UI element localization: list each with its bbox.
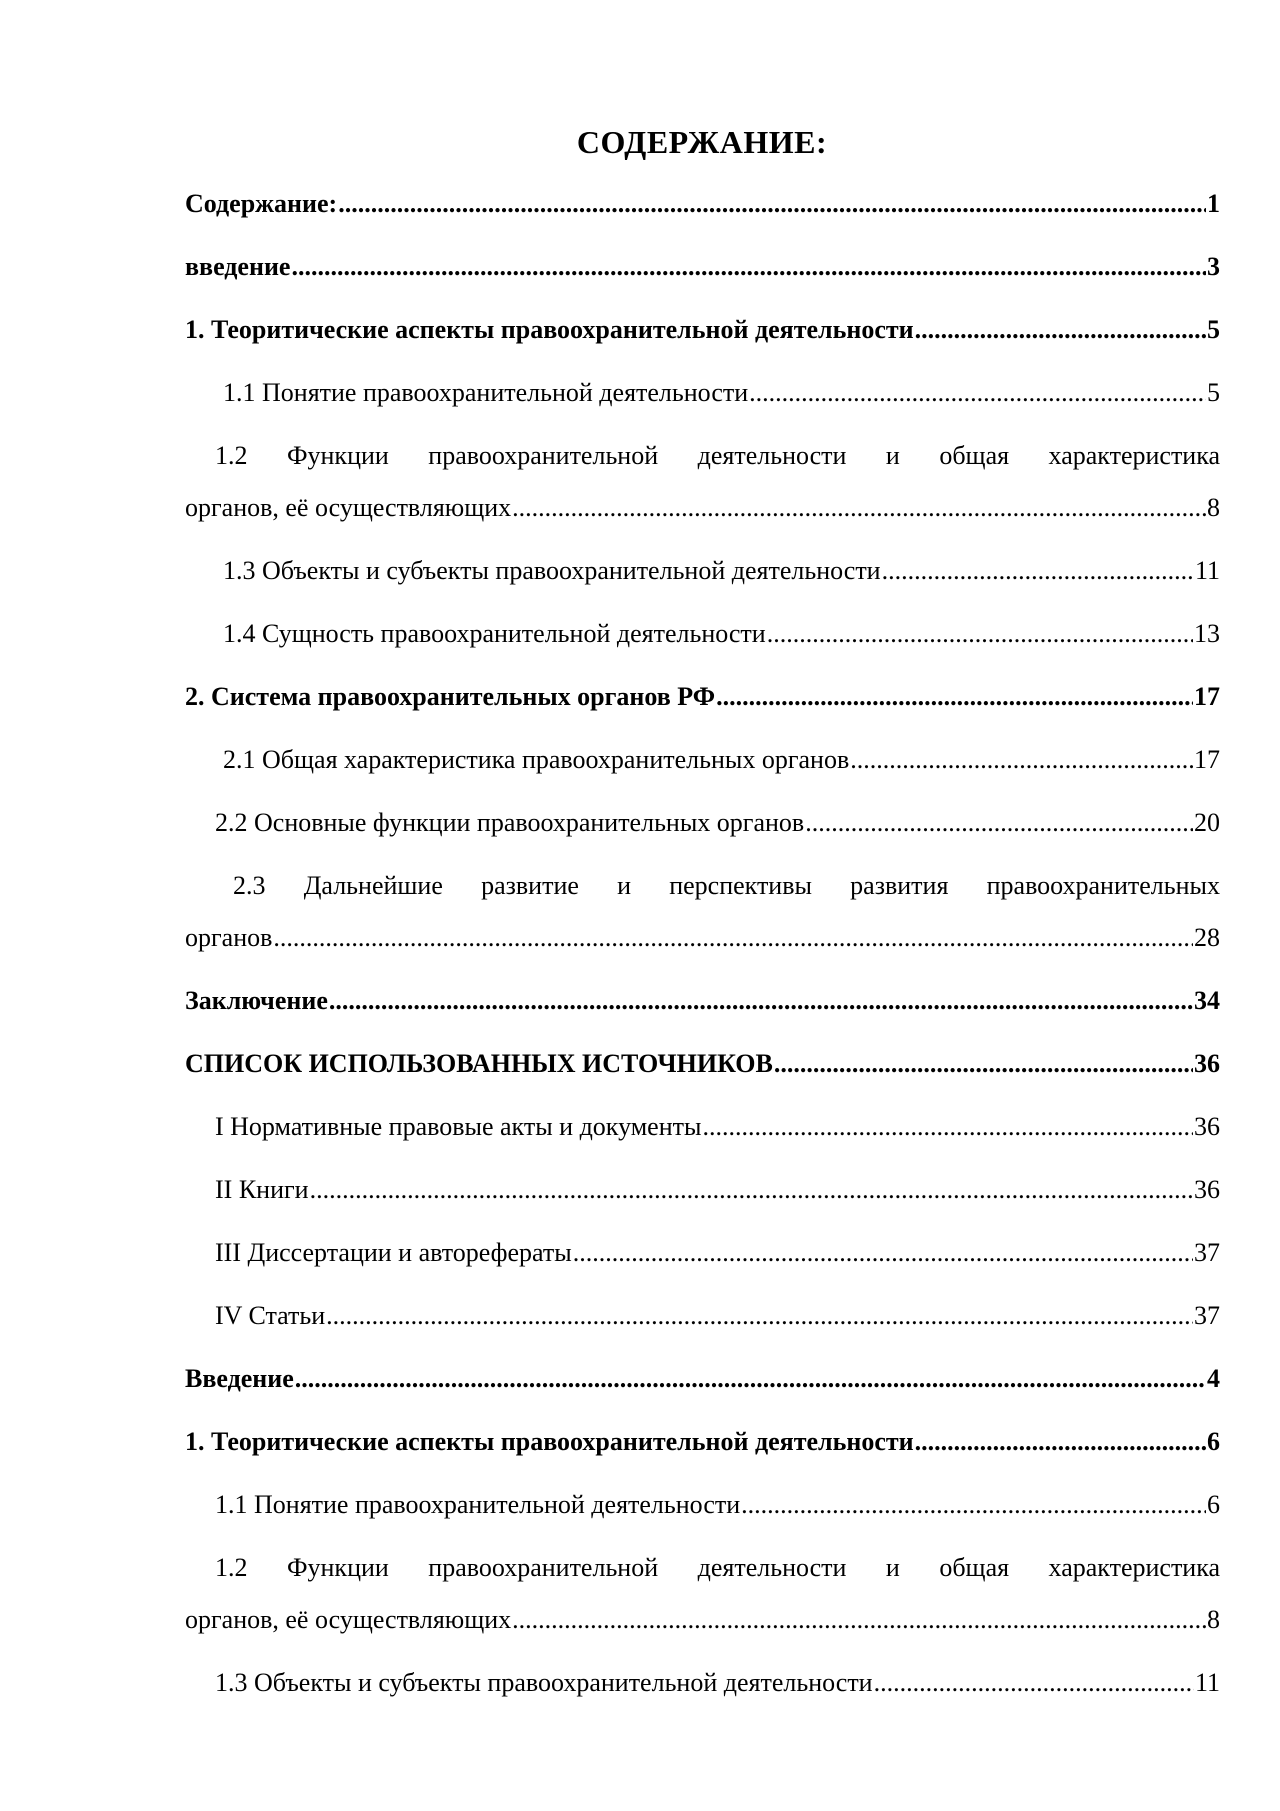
toc-page-number: 6 bbox=[1207, 1427, 1220, 1456]
toc-entry[interactable] bbox=[185, 367, 1220, 419]
toc-entry[interactable] bbox=[185, 1657, 1220, 1709]
page-title: СОДЕРЖАНИЕ: bbox=[576, 124, 828, 160]
toc-entry[interactable] bbox=[185, 1290, 1220, 1342]
leader-dots bbox=[774, 1038, 1193, 1090]
toc-entry[interactable] bbox=[185, 608, 1220, 660]
toc-entry[interactable] bbox=[185, 860, 1220, 964]
toc-entry[interactable] bbox=[185, 797, 1220, 849]
leader-dots bbox=[882, 545, 1194, 597]
leader-dots bbox=[326, 1290, 1193, 1342]
leader-dots bbox=[767, 608, 1193, 660]
leader-dots bbox=[749, 367, 1206, 419]
toc-entry[interactable] bbox=[185, 1164, 1220, 1216]
leader-dots bbox=[329, 975, 1193, 1027]
toc-entry-text: Введение bbox=[185, 1364, 294, 1393]
toc-entry-text: 1.3 Объекты и субъекты правоохранительной деятельности bbox=[215, 1668, 873, 1697]
toc-entry[interactable] bbox=[185, 975, 1220, 1027]
toc-page-number: 28 bbox=[1194, 923, 1220, 952]
toc-page-number: 5 bbox=[1207, 378, 1220, 407]
toc-entry-text: 2.1 Общая характеристика правоохранительных органов bbox=[223, 745, 850, 774]
leader-dots bbox=[291, 241, 1206, 293]
leader-dots bbox=[273, 912, 1193, 964]
toc-entry-text-first-line: 1.2 Функции правоохранительной деятельности и общая характеристика bbox=[215, 441, 1220, 470]
table-of-contents bbox=[185, 178, 1220, 1720]
toc-entry-text: 1.3 Объекты и субъекты правоохранительной деятельности bbox=[223, 556, 881, 585]
toc-entry[interactable] bbox=[185, 1479, 1220, 1531]
leader-dots bbox=[850, 734, 1193, 786]
toc-entry-text: Заключение bbox=[185, 986, 328, 1015]
toc-entry[interactable] bbox=[185, 430, 1220, 534]
toc-page-number: 17 bbox=[1194, 745, 1220, 774]
toc-page-number: 1 bbox=[1207, 189, 1220, 218]
toc-page-number: 8 bbox=[1207, 1605, 1220, 1634]
leader-dots bbox=[512, 482, 1206, 534]
toc-entry-text: 2.2 Основные функции правоохранительных органов bbox=[215, 808, 805, 837]
toc-entry-text-first-line: 1.2 Функции правоохранительной деятельности и общая характеристика bbox=[215, 1553, 1220, 1582]
toc-entry-text: I Нормативные правовые акты и документы bbox=[215, 1112, 702, 1141]
leader-dots bbox=[573, 1227, 1193, 1279]
toc-entry-text: СПИСОК ИСПОЛЬЗОВАННЫХ ИСТОЧНИКОВ bbox=[185, 1049, 773, 1078]
toc-entry-text: III Диссертации и авторефераты bbox=[215, 1238, 572, 1267]
leader-dots bbox=[295, 1353, 1206, 1405]
toc-entry-text: органов, её осуществляющих bbox=[185, 493, 512, 522]
toc-entry[interactable] bbox=[185, 545, 1220, 597]
leader-dots bbox=[741, 1479, 1206, 1531]
toc-page-number: 5 bbox=[1207, 315, 1220, 344]
toc-entry-text: 2. Система правоохранительных органов РФ bbox=[185, 682, 716, 711]
toc-page-number: 13 bbox=[1194, 619, 1220, 648]
toc-entry[interactable] bbox=[185, 671, 1220, 723]
toc-page-number: 36 bbox=[1194, 1049, 1220, 1078]
toc-page-number: 3 bbox=[1207, 252, 1220, 281]
toc-entry[interactable] bbox=[185, 1227, 1220, 1279]
leader-dots bbox=[915, 304, 1206, 356]
toc-page-number: 37 bbox=[1194, 1301, 1220, 1330]
toc-entry[interactable] bbox=[185, 1542, 1220, 1646]
toc-page-number: 36 bbox=[1194, 1112, 1220, 1141]
leader-dots bbox=[716, 671, 1193, 723]
toc-page-number: 11 bbox=[1194, 556, 1220, 585]
toc-page-number: 8 bbox=[1207, 493, 1220, 522]
toc-page-number: 4 bbox=[1207, 1364, 1220, 1393]
toc-page-number: 36 bbox=[1194, 1175, 1220, 1204]
toc-entry[interactable] bbox=[185, 304, 1220, 356]
toc-entry[interactable] bbox=[185, 1038, 1220, 1090]
toc-page-number: 34 bbox=[1194, 986, 1220, 1015]
toc-entry-text: 1.1 Понятие правоохранительной деятельности bbox=[223, 378, 749, 407]
toc-entry-text: введение bbox=[185, 252, 291, 281]
toc-page-number: 37 bbox=[1194, 1238, 1220, 1267]
toc-page-number: 20 bbox=[1194, 808, 1220, 837]
leader-dots bbox=[338, 178, 1206, 230]
toc-entry[interactable] bbox=[185, 1416, 1220, 1468]
leader-dots bbox=[874, 1657, 1194, 1709]
leader-dots bbox=[915, 1416, 1206, 1468]
toc-entry-text: 1. Теоритические аспекты правоохранительной деятельности bbox=[185, 1427, 914, 1456]
toc-entry-text: 1.4 Сущность правоохранительной деятельности bbox=[223, 619, 766, 648]
toc-entry[interactable] bbox=[185, 1101, 1220, 1153]
leader-dots bbox=[702, 1101, 1193, 1153]
toc-entry-text: Содержание: bbox=[185, 189, 338, 218]
toc-page-number: 17 bbox=[1194, 682, 1220, 711]
toc-entry-text: II Книги bbox=[215, 1175, 309, 1204]
toc-entry[interactable] bbox=[185, 178, 1220, 230]
toc-entry-text: органов bbox=[185, 923, 273, 952]
toc-entry-text-first-line: 2.3 Дальнейшие развитие и перспективы развития правоохранительных bbox=[233, 871, 1220, 900]
leader-dots bbox=[512, 1594, 1206, 1646]
toc-entry[interactable] bbox=[185, 734, 1220, 786]
toc-entry-text: органов, её осуществляющих bbox=[185, 1605, 512, 1634]
toc-entry-text: IV Статьи bbox=[215, 1301, 326, 1330]
toc-page-number: 11 bbox=[1194, 1668, 1220, 1697]
leader-dots bbox=[805, 797, 1193, 849]
toc-page-number: 6 bbox=[1207, 1490, 1220, 1519]
toc-entry-text: 1. Теоритические аспекты правоохранительной деятельности bbox=[185, 315, 914, 344]
toc-entry[interactable] bbox=[185, 241, 1220, 293]
toc-entry[interactable] bbox=[185, 1353, 1220, 1405]
leader-dots bbox=[310, 1164, 1193, 1216]
toc-entry-text: 1.1 Понятие правоохранительной деятельности bbox=[215, 1490, 741, 1519]
